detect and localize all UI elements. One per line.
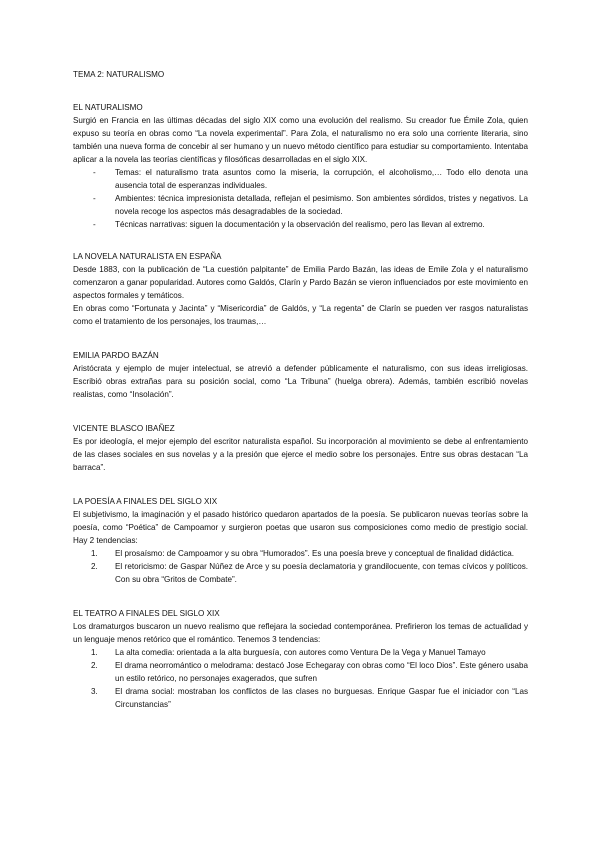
section-poesia xyxy=(73,495,528,586)
list-item xyxy=(73,192,528,218)
list-item-text: La alta comedia: orientada a la alta burguesía, con autores como Ventura De la Vega y Manuel Tamayo xyxy=(115,648,486,657)
section-heading: EMILIA PARDO BAZÁN xyxy=(73,351,159,360)
numbered-list xyxy=(73,547,528,586)
list-item-text: Técnicas narrativas: siguen la documentación y la observación del realismo, pero las llevan al extremo. xyxy=(115,220,485,229)
list-number: 1. xyxy=(91,549,98,558)
list-item xyxy=(73,218,528,231)
list-item xyxy=(73,547,528,560)
section-paragraph: Es por ideología, el mejor ejemplo del escritor naturalista español. Su incorporación al movimiento se debe al enfrentamiento de las clases sociales en sus novelas y a la presión que ejerce el medio sobre los personajes. Entre sus obras destacan “La barraca”. xyxy=(73,437,528,472)
section-heading: LA NOVELA NATURALISTA EN ESPAÑA xyxy=(73,252,222,261)
list-number: 2. xyxy=(91,661,98,670)
bullet-marker: - xyxy=(93,194,96,203)
bullet-list xyxy=(73,166,528,231)
section-paragraph: Los dramaturgos buscaron un nuevo realismo que reflejara la sociedad contemporánea. Prefirieron los temas de actualidad y un lenguaje menos retórico que el romántico. Tenemos 3 tendencias: xyxy=(73,622,528,644)
list-number: 1. xyxy=(91,648,98,657)
list-item xyxy=(73,646,528,659)
bullet-marker: - xyxy=(93,220,96,229)
list-item-text: Ambientes: técnica impresionista detallada, reflejan el pesimismo. Son ambientes sórdidos, tristes y negativos. La novela recoge los aspectos más desagradables de la sociedad. xyxy=(115,194,528,216)
document-title: TEMA 2: NATURALISMO xyxy=(73,70,165,79)
list-number: 2. xyxy=(91,562,98,571)
numbered-list xyxy=(73,646,528,711)
list-item-text: El retoricismo: de Gaspar Núñez de Arce y su poesía declamatoria y grandilocuente, con temas cívicos y políticos. Con su obra “Gritos de Combate”. xyxy=(115,562,528,584)
bullet-marker: - xyxy=(93,168,96,177)
section-naturalismo xyxy=(73,101,528,231)
list-item-text: El drama neorromántico o melodrama: destacó Jose Echegaray con obras como “El loco Dios”. Este género usaba un estilo retórico, no personajes exagerados, que sufren xyxy=(115,661,528,683)
section-novela-naturalista xyxy=(73,250,528,328)
section-heading: VICENTE BLASCO IBAÑEZ xyxy=(73,424,175,433)
list-item xyxy=(73,166,528,192)
section-pardo-bazan xyxy=(73,349,528,401)
list-item xyxy=(73,560,528,586)
section-paragraph: En obras como “Fortunata y Jacinta” y “Misericordia” de Galdós, y “La regenta” de Clarín se pueden ver rasgos naturalistas como el tratamiento de los personajes, los traumas,… xyxy=(73,304,528,326)
section-heading: EL NATURALISMO xyxy=(73,103,143,112)
list-item-text: Temas: el naturalismo trata asuntos como la miseria, la corrupción, el alcoholismo,… Todo ello denota una ausencia total de esperanzas individuales. xyxy=(115,168,528,190)
list-item xyxy=(73,685,528,711)
section-paragraph: Desde 1883, con la publicación de “La cuestión palpitante” de Emilia Pardo Bazán, las ideas de Emile Zola y el naturalismo comenzaron a ganar popularidad. Autores como Galdós, Clarín y Pardo Bazán se vieron influenciados por este movimiento en aspectos formales y temáticos. xyxy=(73,265,528,300)
section-paragraph: Surgió en Francia en las últimas décadas del siglo XIX como una evolución del realismo. Su creador fue Émile Zola, quien expuso su teoría en obras como “La novela experimental”. Para Zola, el naturalismo no era solo una corriente literaria, sino también una nueva forma de concebir al ser humano y un nuevo método científico para estudiar su comportamiento. Intentaba aplicar a la novela las teorías científicas y filosóficas desarrolladas en el siglo XIX. xyxy=(73,116,528,164)
section-paragraph: El subjetivismo, la imaginación y el pasado histórico quedaron apartados de la poesía. Se publicaron nuevas teorías sobre la poesía, como “Poética” de Campoamor y surgieron poetas que usaron sus composiciones como medio de prestigio social. Hay 2 tendencias: xyxy=(73,510,528,545)
section-teatro xyxy=(73,607,528,711)
section-paragraph: Aristócrata y ejemplo de mujer intelectual, se atrevió a defender públicamente el naturalismo, con sus ideas irreligiosas. Escribió obras extrañas para su posición social, como “La Tribuna” (huelga obrera). Además, también escribió novelas realistas, como “Insolación”. xyxy=(73,364,528,399)
section-heading: LA POESÍA A FINALES DEL SIGLO XIX xyxy=(73,497,218,506)
list-item xyxy=(73,659,528,685)
list-item-text: El drama social: mostraban los conflictos de las clases no burguesas. Enrique Gaspar fue el iniciador con “Las Circunstancias” xyxy=(115,687,528,709)
document-page xyxy=(73,68,528,732)
list-number: 3. xyxy=(91,687,98,696)
list-item-text: El prosaísmo: de Campoamor y su obra “Humorados”. Es una poesía breve y conceptual de finalidad didáctica. xyxy=(115,549,515,558)
section-heading: EL TEATRO A FINALES DEL SIGLO XIX xyxy=(73,609,220,618)
section-blasco-ibanez xyxy=(73,422,528,474)
